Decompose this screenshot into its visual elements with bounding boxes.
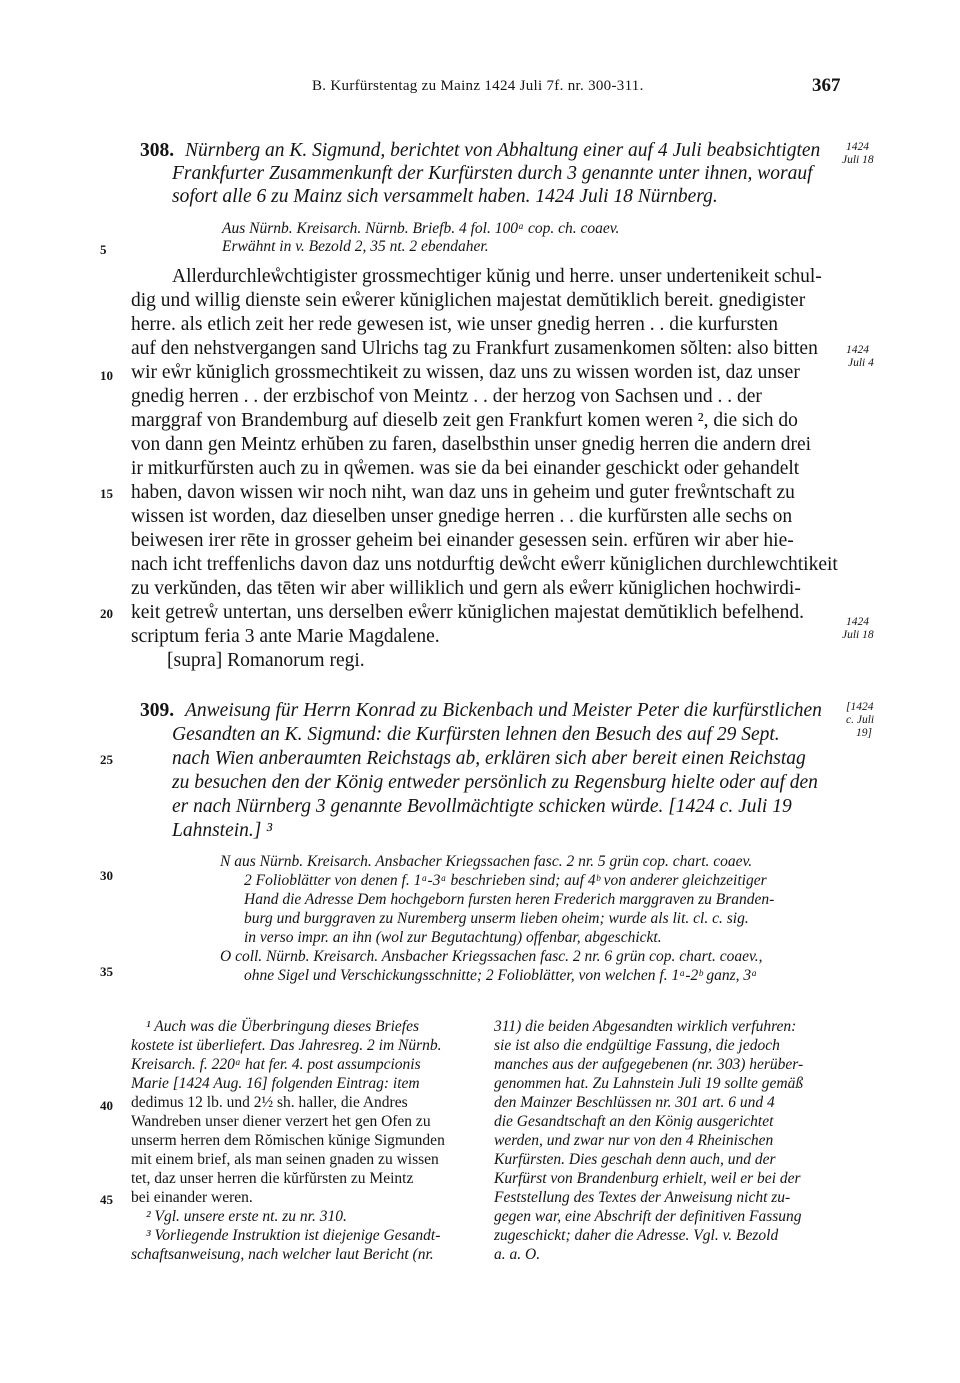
running-head-title: B. Kurfürstentag zu Mainz 1424 Juli 7f. nr. 300-311. [312,78,644,94]
footnote-line: zugeschickt; daher die Adresse. Vgl. v. Bezold [494,1227,779,1244]
doc-308-heading-line: sofort alle 6 zu Mainz sich versammelt haben. 1424 Juli 18 Nürnberg. [172,186,718,207]
doc-308-text-line: keit getreẘ untertan, uns derselben eẘerr kŭniglichen majestat demŭtiklich befelhend. [131,602,805,623]
doc-309-source-line: in verso impr. an ihn (wol zur Begutachtung) offenbar, abgeschickt. [244,929,662,946]
doc-308-text-line: wissen ist worden, daz dieselben unser gnedige herren . . die kurfŭrsten alle sechs on [131,506,793,527]
doc-309-source-line: ohne Sigel und Verschickungsschnitte; 2 Folioblätter, von welchen f. 1ᵃ-2ᵇ ganz, 3ᵃ [244,967,758,984]
doc-308-heading-line: Frankfurter Zusammenkunft der Kurfürsten durch 3 genannte unter ihnen, worauf [172,163,813,184]
footnote-line: Kurfürst von Brandenburg erhielt, weil er bei der [494,1170,801,1187]
doc-308-text-line: Allerdurchleẘchtigister grossmechtiger kŭnig und herre. unser undertenikeit schul- [172,266,822,287]
doc-308-text-line: nach icht treffenlichs davon daz uns notdurftig deẘcht eẘerr kŭniglichen durchlewchtikeit [131,554,838,575]
doc-309-source-line: N aus Nürnb. Kreisarch. Ansbacher Kriegssachen fasc. 2 nr. 5 grün cop. chart. coaev. [220,853,753,870]
doc-309-heading-line: Gesandten an K. Sigmund: die Kurfürsten lehnen den Besuch des auf 29 Sept. [172,724,780,745]
doc-308-text-line: von dann gen Meintz erhŭben zu faren, daselbsthin unser gnedig herren die andern drei [131,434,812,455]
footnote-line: sie ist also die endgültige Fassung, die jedoch [494,1037,780,1054]
doc-309-heading-line: 309. Anweisung für Herrn Konrad zu Bickenbach und Meister Peter die kurfürstlichen [140,700,822,721]
line-number: 25 [100,752,113,767]
doc-308-source-line: Erwähnt in v. Bezold 2, 35 nt. 2 ebendaher. [222,238,489,255]
footnote-line: ³ Vorliegende Instruktion ist diejenige Gesandt- [146,1227,441,1244]
footnote-line: Marie [1424 Aug. 16] folgenden Eintrag: item [131,1075,420,1092]
doc-308-text-line: beiwesen irer rēte in grosser geheim bei einander gesessen sein. erfŭren wir aber hie- [131,530,794,551]
doc-309-heading-line: Lahnstein.] ³ [172,820,273,841]
doc-309-source-line: burg und burggraven zu Nuremberg unserm lieben oheim; wurde als lit. cl. c. sig. [244,910,749,927]
footnote-line: 311) die beiden Abgesandten wirklich verfuhren: [494,1018,797,1035]
margin-date-note: [1424 c. Juli 19] [846,701,875,739]
line-number: 45 [100,1192,113,1207]
margin-date-note: 1424 Juli 4 [846,344,874,369]
footnote-line: gegen war, eine Abschrift der definitiven Fassung [494,1208,802,1225]
footnote-line: schaftsanweisung, nach welcher laut Bericht (nr. [131,1246,434,1263]
footnote-line: ¹ Auch was die Überbringung dieses Briefes [146,1018,419,1035]
doc-308-text-line: dig und willig dienste sein eẘerer kŭniglichen majestat demŭtiklich bereit. gnedigister [131,290,806,311]
footnote-line: Wandreben unser diener verzert het gen Ofen zu [131,1113,431,1130]
page-number: 367 [812,75,841,96]
footnote-line: kostete ist überliefert. Das Jahresreg. 2 im Nürnb. [131,1037,442,1054]
margin-date-note: 1424 Juli 18 [842,141,874,166]
doc-308-address-line: [supra] Romanorum regi. [167,650,365,671]
doc-309-source-line: Hand die Adresse Dem hochgeborn fursten heren Frederich marggraven zu Branden- [244,891,775,908]
line-number: 10 [100,368,113,383]
footnote-line: a. a. O. [494,1246,541,1263]
footnote-line: den Mainzer Beschlüssen nr. 301 art. 6 und 4 [494,1094,775,1111]
doc-308-number: 308. [140,140,175,161]
doc-308-text-line: marggraf von Brandemburg auf dieselb zeit gen Frankfurt komen weren ², die sich do [131,410,798,431]
doc-308-text-line: gnedig herren . . der erzbischof von Meintz . . der herzog von Sachsen und . . der [131,386,762,407]
footnote-line: tet, daz unser herren die kŭrfŭrsten zu Meintz [131,1170,414,1187]
doc-309-source-line: 2 Folioblätter von denen f. 1ᵃ-3ᵃ beschrieben sind; auf 4ᵇ von anderer gleichzeitiger [244,872,767,889]
footnote-line: unserm herren dem Rŏmischen kŭnige Sigmunden [131,1132,445,1149]
doc-309-number: 309. [140,700,175,721]
doc-309-heading-line: er nach Nürnberg 3 genannte Bevollmächtigte schicken würde. [1424 c. Juli 19 [172,796,792,817]
line-number: 40 [100,1098,113,1113]
footnote-line: Kurfürsten. Dies geschah denn auch, und der [494,1151,776,1168]
margin-date-note: 1424 Juli 18 [842,616,874,641]
footnote-line: Feststellung des Textes der Anweisung nicht zu- [494,1189,791,1206]
doc-308-text-line: auf den nehstvergangen sand Ulrichs tag zu Frankfurt zusamenkomen sŏlten: also bitten [131,338,818,359]
line-number: 20 [100,606,113,621]
footnote-line: dedimus 12 lb. und 2½ sh. haller, die Andres [131,1094,408,1111]
doc-308-source-line: Aus Nürnb. Kreisarch. Nürnb. Briefb. 4 fol. 100ᵃ cop. ch. coaev. [222,220,620,237]
doc-309-heading-line: zu besuchen den der König entweder persönlich zu Regensburg hielte oder auf den [172,772,818,793]
doc-308-heading-line: 308. Nürnberg an K. Sigmund, berichtet von Abhaltung einer auf 4 Juli beabsichtigten [140,140,821,161]
doc-308-text-line: herre. als etlich zeit her rede gewesen ist, wie unser gnedig herren . . die kurfursten [131,314,779,335]
doc-308-text-line: scriptum feria 3 ante Marie Magdalene. [131,626,440,647]
doc-309-heading-line: nach Wien anberaumten Reichstags ab, erklären sich aber bereit einen Reichstag [172,748,806,769]
footnote-line: bei einander weren. [131,1189,253,1206]
line-number: 30 [100,868,113,883]
line-number: 15 [100,486,113,501]
doc-308-text-line: zu verkŭnden, das tēten wir aber williklich und gern als eẘerr kŭniglichen hochwirdi- [131,578,801,599]
doc-308-text-line: haben, davon wissen wir noch niht, wan daz uns in geheim und guter freẘntschaft zu [131,482,795,503]
line-number: 35 [100,964,113,979]
doc-308-text-line: ir mitkurfŭrsten auch zu in qẘemen. was sie da bei einander geschickt oder gehandelt [131,458,800,479]
footnote-line: Kreisarch. f. 220ᵃ hat fer. 4. post assumpcionis [131,1056,421,1073]
doc-309-source-line: O coll. Nürnb. Kreisarch. Ansbacher Kriegssachen fasc. 2 nr. 6 grün cop. chart. coaev., [220,948,763,965]
footnote-line: manches aus der aufgegebenen (nr. 303) herüber- [494,1056,804,1073]
line-number: 5 [100,242,107,257]
doc-308-text-line: wir eẘr kŭniglich grossmechtikeit zu wissen, daz uns zu wissen worden ist, daz unser [131,362,800,383]
footnote-line: genommen hat. Zu Lahnstein Juli 19 sollte gemäß [494,1075,804,1092]
footnote-line: ² Vgl. unsere erste nt. zu nr. 310. [146,1208,347,1225]
footnote-line: mit einem brief, als man seinen gnaden zu wissen [131,1151,439,1168]
footnote-line: die Gesandtschaft an den König ausgerichtet [494,1113,774,1130]
running-head [0,75,960,102]
footnote-line: werden, und zwar nur von den 4 Rheinischen [494,1132,774,1149]
